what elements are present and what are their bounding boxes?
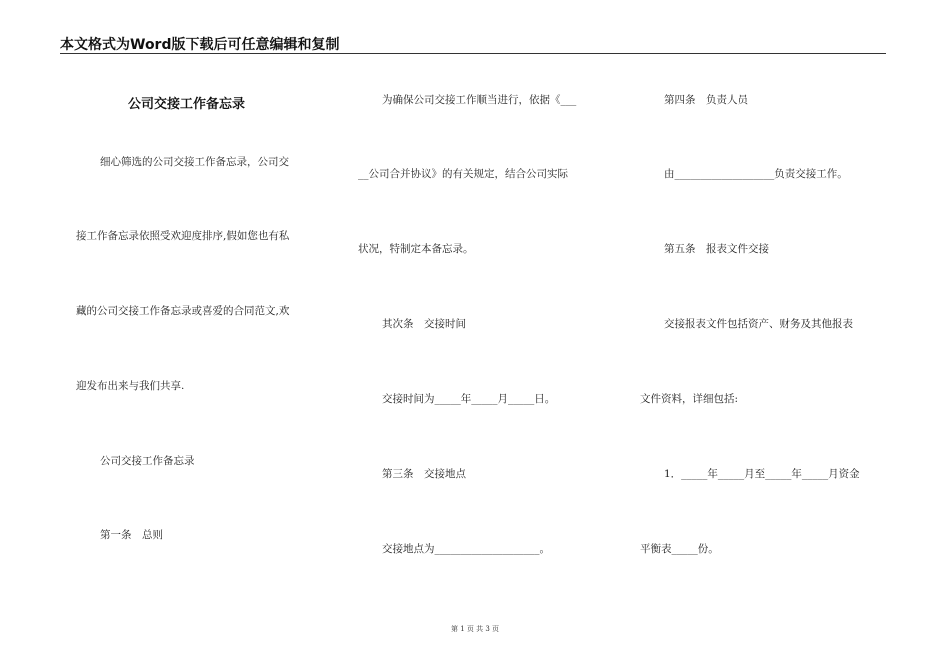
col3-line-6: 1．_____年_____月至_____年_____月资金 bbox=[664, 468, 860, 480]
col1-line-4: 迎发布出来与我们共享. bbox=[76, 380, 185, 392]
col3-line-5: 文件资料，详细包括: bbox=[640, 393, 739, 405]
col1-line-1: 细心筛选的公司交接工作备忘录，公司交 bbox=[100, 156, 289, 168]
col3-article-5: 第五条 报表文件交接 bbox=[664, 243, 769, 255]
col1-line-3: 藏的公司交接工作备忘录或喜爱的合同范文,欢 bbox=[76, 305, 290, 317]
col3-line-7: 平衡表_____份。 bbox=[640, 543, 719, 555]
col3-article-4: 第四条 负责人员 bbox=[664, 94, 748, 106]
col1-article-1: 第一条 总则 bbox=[100, 529, 163, 541]
col3-line-2: 由___________________负责交接工作。 bbox=[664, 168, 848, 180]
header-divider bbox=[60, 53, 886, 54]
header-title: 本文格式为Word版下载后可任意编辑和复制 bbox=[60, 37, 340, 53]
document-title: 公司交接工作备忘录 bbox=[128, 97, 246, 112]
col2-line-2: __公司合并协议》的有关规定，结合公司实际 bbox=[358, 168, 568, 180]
col1-line-2: 接工作备忘录依照受欢迎度排序,假如您也有私 bbox=[76, 230, 290, 242]
col2-line-3: 状况，特制定本备忘录。 bbox=[358, 243, 474, 255]
col2-article-3: 第三条 交接地点 bbox=[382, 468, 466, 480]
col1-subtitle: 公司交接工作备忘录 bbox=[100, 455, 195, 467]
col3-line-4: 交接报表文件包括资产、财务及其他报表 bbox=[664, 318, 853, 330]
col2-line-5: 交接时间为_____年_____月_____日。 bbox=[382, 393, 556, 405]
page-footer: 第 1 页 共 3 页 bbox=[450, 625, 500, 633]
col2-article-2: 其次条 交接时间 bbox=[382, 318, 466, 330]
col2-line-7: 交接地点为____________________。 bbox=[382, 543, 550, 555]
col2-line-1: 为确保公司交接工作顺当进行，依据《___ bbox=[382, 94, 577, 106]
